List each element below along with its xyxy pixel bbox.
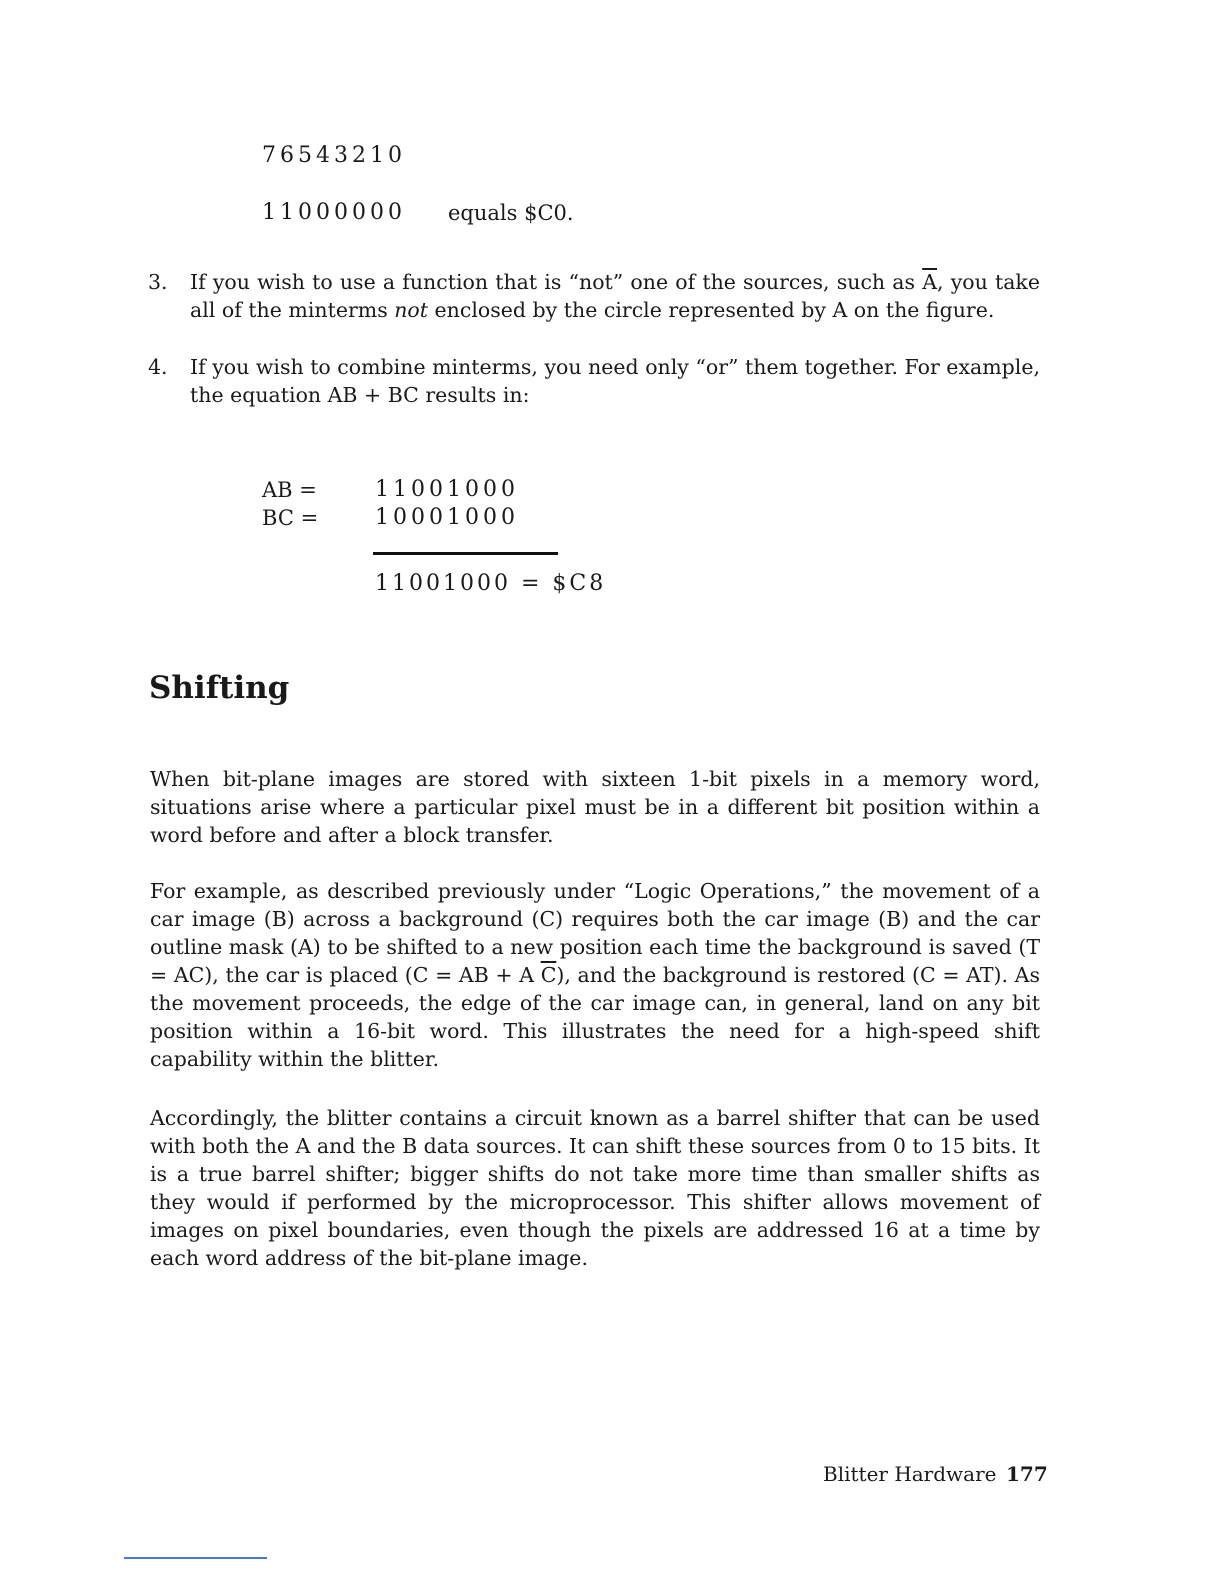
paragraph-2-before: For example, as described previously under “Logic Operations,” the movement of a car image (B) across a background (C) requires both the car image (B) and the car outline mask (A) to be shifted to a new position each time the background is saved (T = AC), the car is placed (C = AB + A xyxy=(150,879,1040,987)
paragraph-1: When bit-plane images are stored with sixteen 1-bit pixels in a memory word, situations arise where a particular pixel must be in a different bit position within a word before and after a block transfer. xyxy=(150,767,1040,847)
combo-label-bc: BC = xyxy=(262,506,319,530)
list-item-3-number: 3. xyxy=(148,270,168,294)
combo-bits-bc: 10001000 xyxy=(375,505,519,530)
section-heading: Shifting xyxy=(149,670,290,706)
combo-label-ab: AB = xyxy=(262,478,317,502)
combo-result: 11001000 = $C8 xyxy=(375,571,607,596)
list-item-3-end: enclosed by the circle represented by A on the figure. xyxy=(428,298,995,322)
paragraph-2-after: ), and the background is restored (C = AT). As the movement proceeds, the edge of the car image can, in general, land on any bit position within a 16-bit word. This illustrates the need for a high-speed shift capability within the blitter. xyxy=(150,963,1040,1071)
sum-rule xyxy=(373,552,558,555)
list-item-3-text xyxy=(190,268,1040,324)
not-a-symbol: $\overline{A}$ xyxy=(922,270,938,294)
paragraph-2 xyxy=(150,877,1040,1073)
bit-position-labels: 76543210 xyxy=(262,143,406,168)
footer-page-number: 177 xyxy=(1006,1462,1048,1486)
minterm-result: equals $C0. xyxy=(448,201,574,225)
list-item-4-text: If you wish to combine minterms, you need only “or” them together. For example, the equation AB + BC results in: xyxy=(190,355,1040,407)
list-item-3-before: If you wish to use a function that is “not” one of the sources, such as xyxy=(190,270,923,294)
not-c-symbol: $\overline{C}$ xyxy=(540,963,557,987)
list-item-3-emphasis: not xyxy=(394,298,429,322)
list-item-3-after: , you take all of the minterms xyxy=(190,270,1040,322)
bottom-accent-line xyxy=(124,1557,267,1559)
footer-chapter: Blitter Hardware xyxy=(823,1462,997,1486)
minterm-bits: 11000000 xyxy=(262,200,406,225)
list-item-4-number: 4. xyxy=(148,355,168,379)
combo-bits-ab: 11001000 xyxy=(375,477,519,502)
paragraph-3: Accordingly, the blitter contains a circuit known as a barrel shifter that can be used with both the A and the B data sources. It can shift these sources from 0 to 15 bits. It is a true barrel shifter; bigger shifts do not take more time than smaller shifts as they would if performed by the microprocessor. This shifter allows movement of images on pixel boundaries, even though the pixels are addressed 16 at a time by each word address of the bit-plane image. xyxy=(150,1106,1040,1270)
